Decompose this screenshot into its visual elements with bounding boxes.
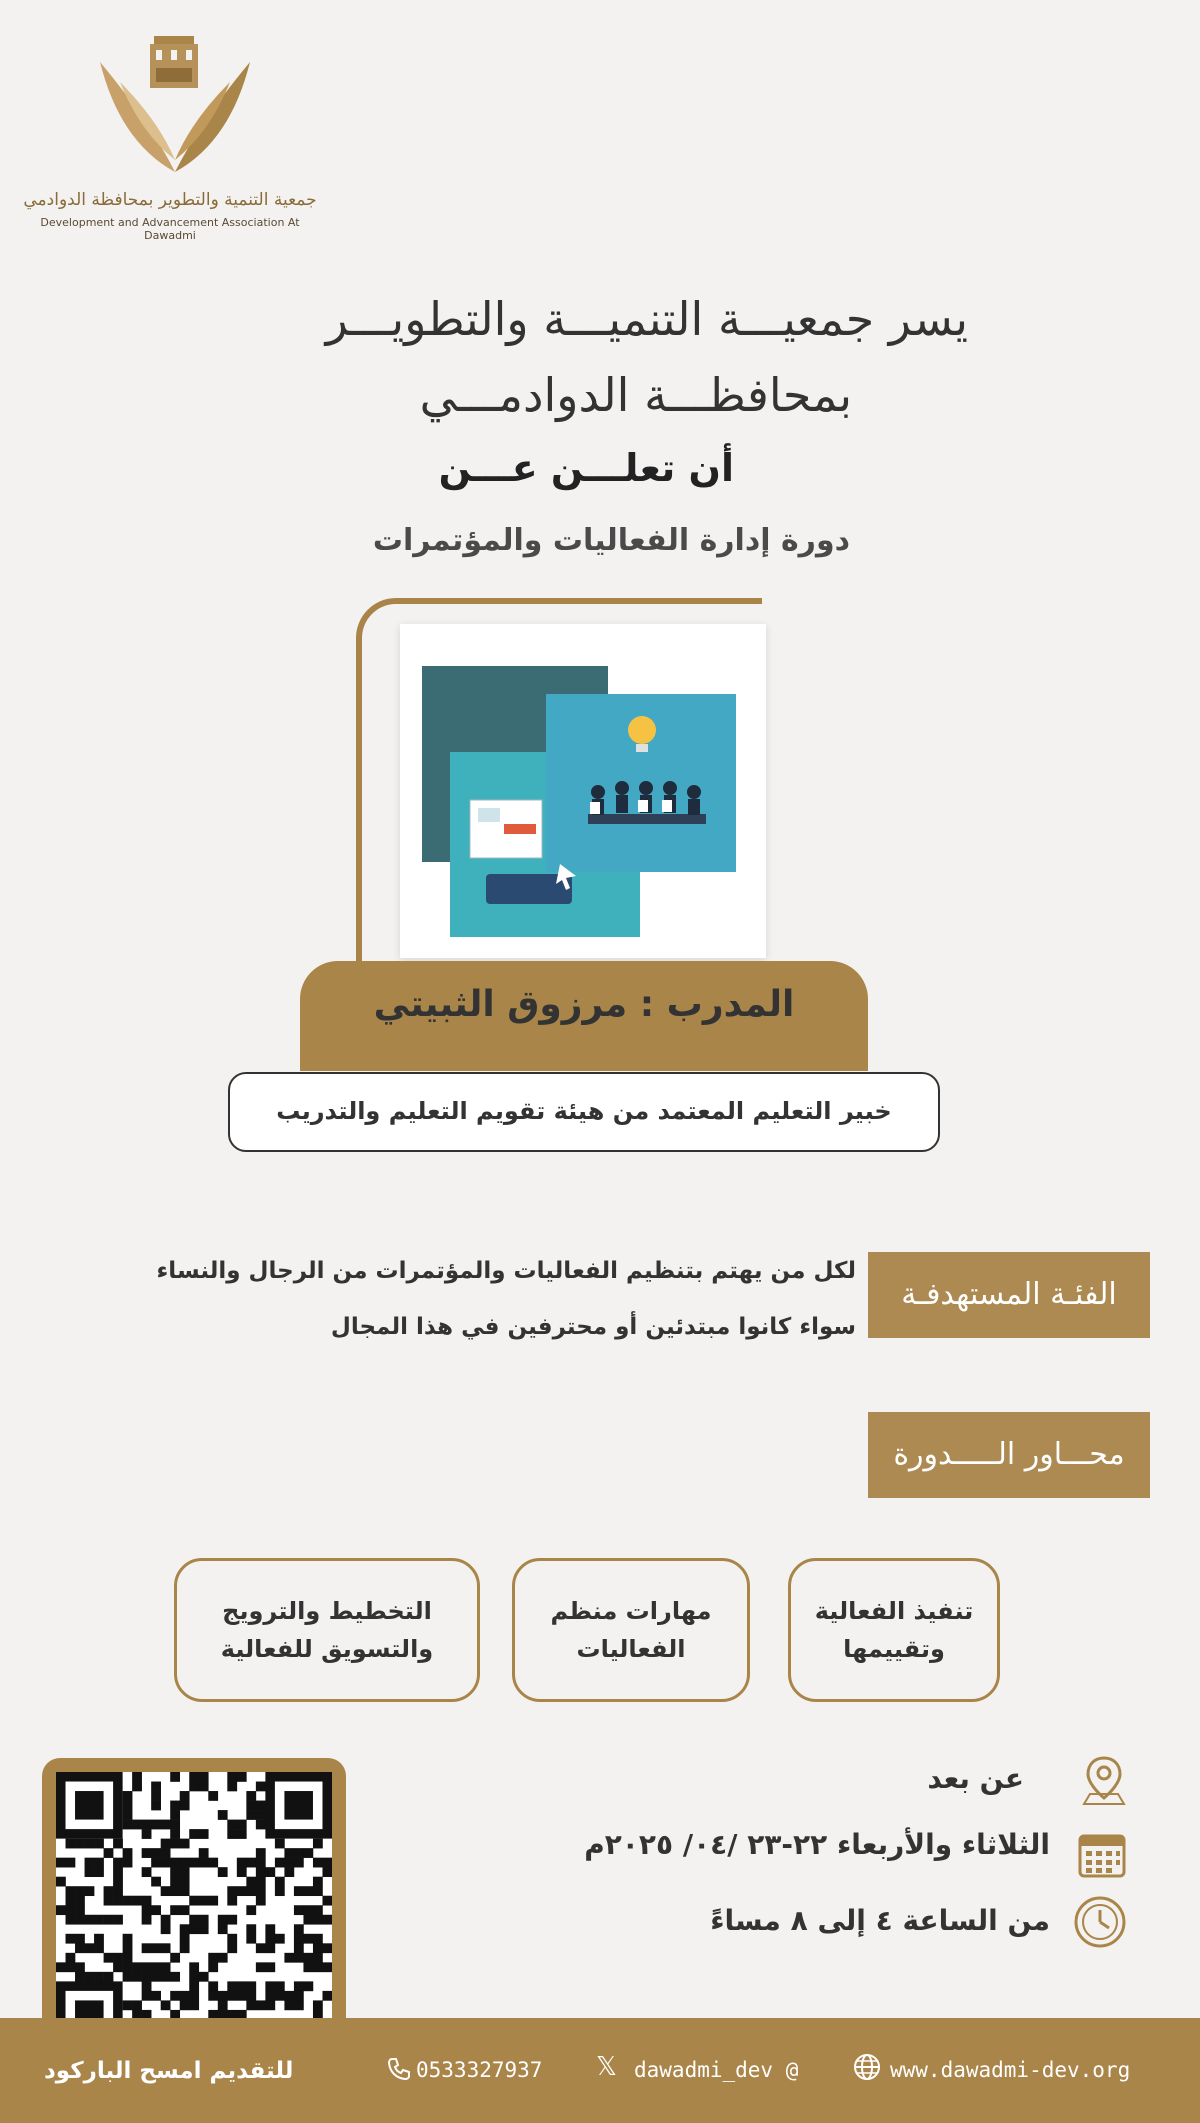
target-audience-label: الفئـة المستهدفـة (868, 1252, 1150, 1338)
x-icon: 𝕏 (596, 2052, 617, 2082)
twitter-handle[interactable]: dawadmi_dev @ (634, 2058, 799, 2082)
map-pin-icon (1076, 1752, 1132, 1808)
target-audience-line-1: لكل من يهتم بتنظيم الفعاليات والمؤتمرات من الرجال والنساء (156, 1258, 856, 1284)
trainer-name: المدرب : مرزوق الثبيتي (373, 984, 795, 1025)
topic-box (174, 1558, 480, 1702)
registration-qr-code[interactable] (56, 1772, 332, 2048)
target-audience-line-2: سواء كانوا مبتدئين أو محترفين في هذا المجال (330, 1314, 856, 1340)
time-text: من الساعة ٤ إلى ٨ مساءً (710, 1904, 1050, 1937)
website-url[interactable]: www.dawadmi-dev.org (890, 2058, 1131, 2082)
topic-box (512, 1558, 750, 1702)
topic-label: مهارات منظم الفعاليات (550, 1597, 712, 1663)
association-logo (20, 32, 320, 247)
topic-box (788, 1558, 1000, 1702)
date-text: الثلاثاء والأربعاء ٢٢-٢٣ /٠٤/ ٢٠٢٥م (584, 1828, 1050, 1861)
logo-name-arabic: جمعية التنمية والتطوير بمحافظة الدوادمي (23, 190, 317, 210)
phone-number[interactable]: 0533327937 (416, 2058, 543, 2082)
topic-label: تنفيذ الفعالية وتقييمها (814, 1597, 974, 1663)
course-illustration (400, 624, 766, 958)
course-axes-label: محـــاور الـــــدورة (868, 1412, 1150, 1498)
logo-emblem-icon (90, 32, 260, 182)
scan-qr-cta: للتقديم امسح الباركود (44, 2058, 294, 2084)
globe-icon (852, 2052, 882, 2082)
phone-icon (386, 2056, 412, 2082)
headline-line-3: أن تعلـــن عـــن (438, 446, 734, 490)
trainer-description: خبير التعليم المعتمد من هيئة تقويم التعليم والتدريب (276, 1097, 892, 1125)
course-title: دورة إدارة الفعاليات والمؤتمرات (372, 523, 850, 558)
headline-line-1: يسر جمعيـــة التنميـــة والتطويـــر (325, 292, 968, 346)
calendar-icon (1074, 1826, 1130, 1882)
clock-icon (1072, 1894, 1128, 1950)
headline-line-2: بمحافظـــة الدوادمـــي (419, 368, 852, 422)
topic-label: التخطيط والترويج والتسويق للفعالية (220, 1597, 434, 1663)
logo-name-english: Development and Advancement Association At Dawadmi (40, 216, 300, 242)
location-text: عن بعد (927, 1762, 1024, 1795)
